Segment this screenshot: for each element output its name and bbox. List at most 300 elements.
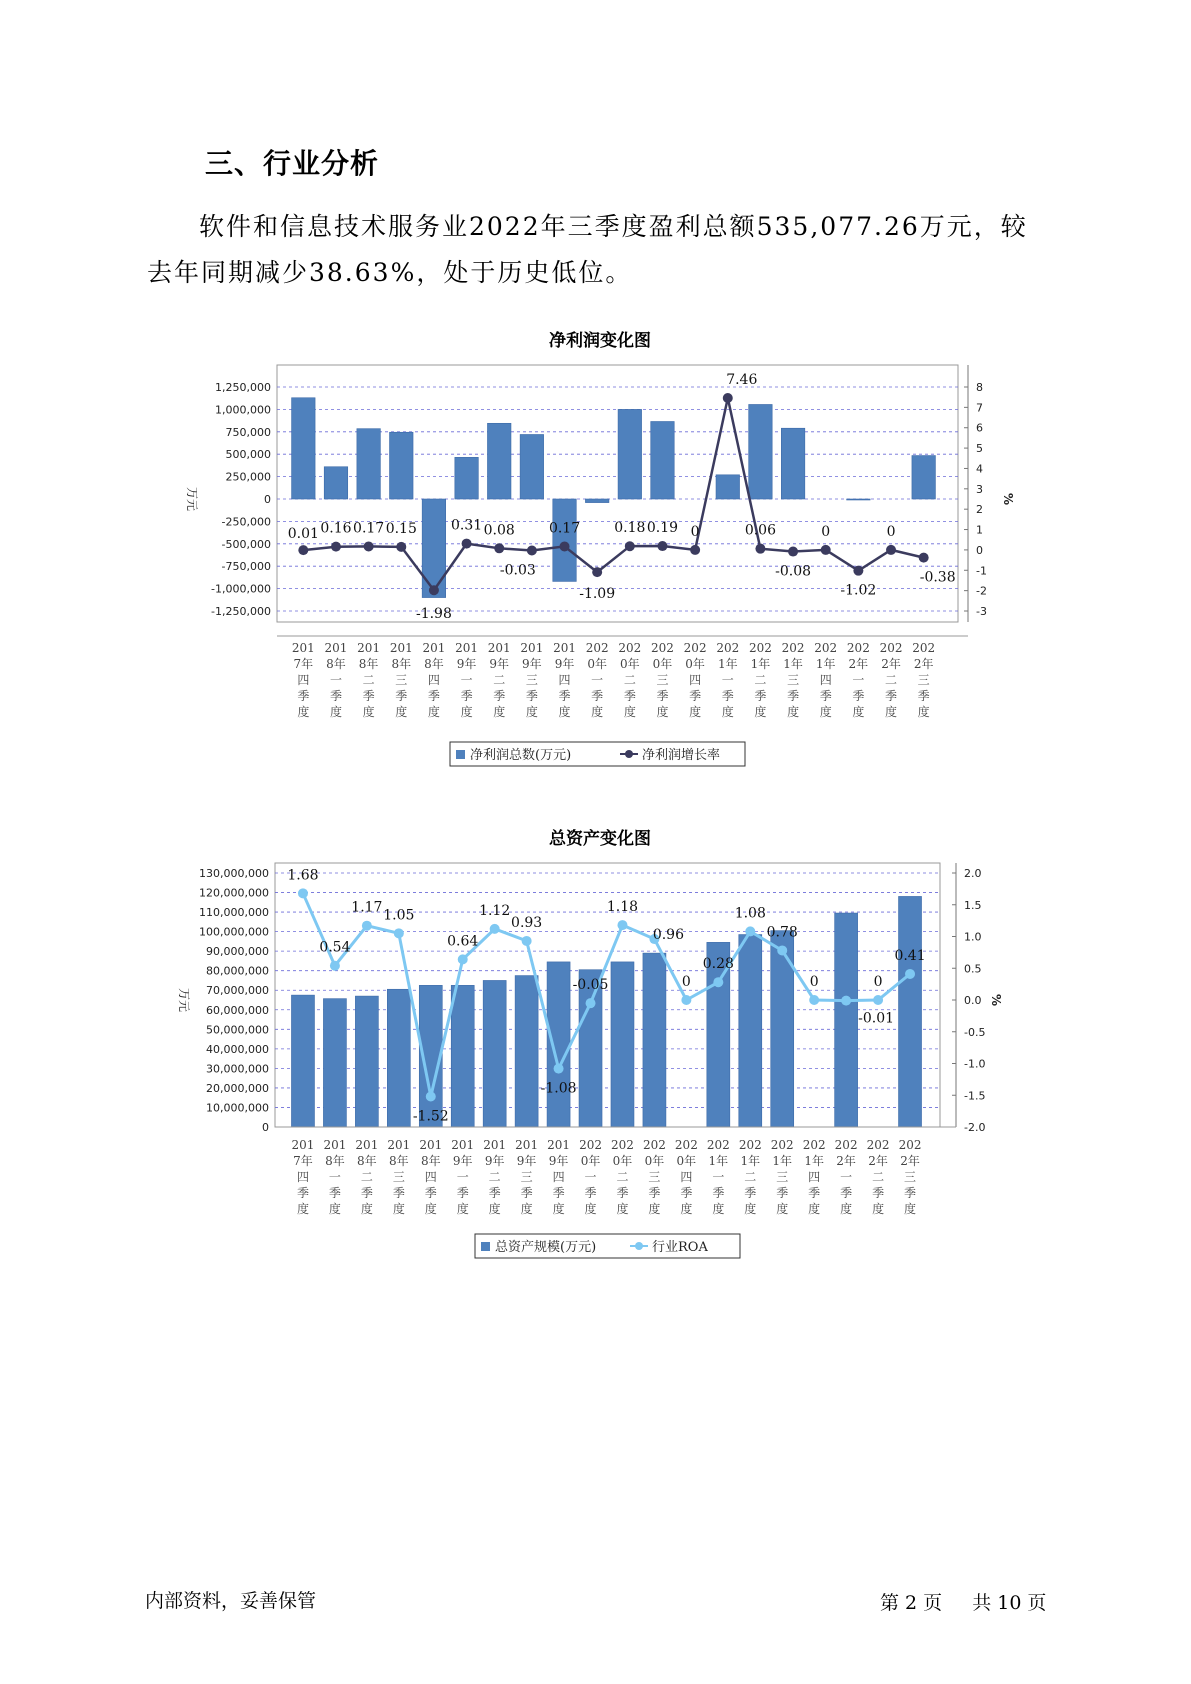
category-label: 二	[493, 673, 506, 687]
category-label: 202	[770, 1138, 794, 1152]
footer-page-unit: 页	[923, 1592, 943, 1614]
point-label: -1.08	[540, 1080, 577, 1097]
category-label: 度	[395, 705, 408, 719]
category-label: 二	[623, 673, 636, 687]
line-point	[713, 977, 723, 987]
point-label: 0.15	[385, 520, 417, 537]
footer-page-number: 2	[905, 1592, 918, 1614]
point-label: 0.78	[766, 924, 798, 941]
bar	[324, 467, 348, 499]
category-label: 度	[362, 705, 375, 719]
point-label: 1.68	[287, 867, 319, 884]
bar	[515, 976, 538, 1127]
point-label: -0.03	[499, 562, 536, 579]
bar	[651, 421, 675, 499]
point-label: 0.01	[287, 526, 319, 543]
category-label: 度	[917, 705, 930, 719]
point-label: 0.31	[450, 517, 483, 534]
category-label: 1年	[717, 657, 738, 671]
line-point	[873, 995, 883, 1005]
category-label: 9年	[456, 657, 477, 671]
category-label: 度	[616, 1202, 629, 1216]
category-label: 三	[776, 1170, 789, 1184]
left-tick-label: 50,000,000	[206, 1023, 269, 1037]
point-label: -0.01	[858, 1010, 895, 1027]
category-label: 季	[297, 689, 310, 703]
point-label: 0.93	[511, 914, 543, 931]
category-label: 季	[808, 1186, 821, 1200]
footer-note: 内部资料，妥善保管	[145, 1590, 317, 1612]
legend-line-marker	[625, 750, 633, 758]
point-label: 0.06	[744, 522, 777, 539]
section-paragraph	[147, 204, 1047, 296]
right-tick-label: 7	[976, 401, 983, 415]
legend-bar-swatch	[456, 750, 465, 759]
point-label: 0.16	[320, 520, 352, 537]
category-label: 度	[329, 705, 342, 719]
category-label: 202	[585, 641, 609, 655]
category-label: 202	[748, 641, 772, 655]
left-tick-label: 10,000,000	[206, 1101, 269, 1115]
category-label: 度	[712, 1202, 725, 1216]
category-label: 四	[424, 1170, 437, 1184]
bar	[899, 896, 922, 1127]
category-label: 1年	[772, 1154, 793, 1168]
category-label: 9年	[554, 657, 575, 671]
net-profit-chart	[160, 360, 1040, 780]
category-label: 201	[291, 641, 315, 655]
category-label: 二	[744, 1170, 757, 1184]
line-point	[625, 541, 635, 551]
category-label: 季	[616, 1186, 629, 1200]
category-label: 202	[706, 1138, 730, 1152]
category-label: 201	[355, 1138, 379, 1152]
category-label: 0年	[676, 1154, 697, 1168]
category-label: 四	[819, 673, 832, 687]
line-point	[788, 547, 798, 557]
point-label: 0.54	[319, 939, 351, 956]
category-label: 201	[483, 1138, 507, 1152]
category-label: 季	[917, 689, 930, 703]
footer-page-info	[880, 1588, 1052, 1615]
category-label: 1年	[740, 1154, 761, 1168]
category-label: 季	[520, 1186, 533, 1200]
line-point	[777, 945, 787, 955]
right-tick-label: 6	[976, 421, 983, 435]
right-tick-label: 0.0	[964, 994, 982, 1007]
right-tick-label: 8	[976, 381, 983, 394]
category-label: 201	[387, 1138, 411, 1152]
category-label: 度	[656, 705, 669, 719]
category-label: 二	[362, 673, 375, 687]
bar	[483, 980, 506, 1127]
left-tick-label: 120,000,000	[199, 886, 269, 900]
category-label: 度	[493, 705, 506, 719]
category-label: 度	[525, 705, 538, 719]
line-point	[298, 545, 308, 555]
category-label: 度	[787, 705, 800, 719]
right-tick-label: 2.0	[964, 867, 982, 880]
right-tick-label: 0.5	[964, 962, 982, 976]
left-tick-label: -500,000	[221, 537, 271, 551]
category-label: 季	[712, 1186, 725, 1200]
right-tick-label: -1.5	[964, 1089, 986, 1103]
category-label: 度	[680, 1202, 693, 1216]
category-label: 201	[553, 641, 576, 655]
category-label: 8年	[325, 1154, 345, 1168]
category-label: 度	[297, 705, 310, 719]
category-label: 三	[520, 1170, 533, 1184]
category-label: 8年	[357, 1154, 377, 1168]
category-label: 0年	[685, 657, 705, 671]
left-axis-title: 万元	[185, 486, 199, 512]
bar	[771, 931, 794, 1127]
category-label: 1年	[815, 657, 836, 671]
category-label: 8年	[424, 657, 444, 671]
category-label: 四	[808, 1170, 821, 1184]
line-point	[809, 995, 819, 1005]
bar	[611, 962, 634, 1127]
legend-bar-label: 总资产规模(万元)	[495, 1240, 597, 1255]
category-label: 度	[819, 705, 832, 719]
line-point	[617, 920, 627, 930]
bar	[579, 970, 602, 1127]
category-label: 7年	[293, 1154, 313, 1168]
category-label: 202	[579, 1138, 602, 1152]
category-label: 8年	[358, 657, 379, 671]
category-label: 度	[872, 1202, 885, 1216]
category-label: 季	[776, 1186, 789, 1200]
category-label: 201	[422, 641, 446, 655]
category-label: 0年	[652, 657, 673, 671]
point-label: 7.46	[726, 371, 758, 388]
chart1-title: 净利润变化图	[549, 331, 651, 351]
category-label: 二	[885, 673, 898, 687]
left-tick-label: 1,000,000	[215, 403, 271, 417]
bar	[716, 475, 740, 499]
category-label: 度	[424, 1202, 437, 1216]
category-label: 四	[552, 1170, 565, 1184]
category-label: 三	[648, 1170, 661, 1184]
line-point	[362, 921, 372, 931]
category-label: 季	[840, 1186, 853, 1200]
category-label: 三	[392, 1170, 405, 1184]
category-label: 季	[591, 689, 604, 703]
category-label: 四	[689, 673, 702, 687]
right-tick-label: 5	[976, 442, 983, 456]
footer-total-pages: 10	[997, 1592, 1022, 1614]
category-label: 季	[904, 1186, 917, 1200]
category-label: 9年	[489, 657, 510, 671]
category-label: 三	[656, 673, 669, 687]
section-heading: 三、行业分析	[205, 147, 380, 180]
category-label: 三	[904, 1170, 917, 1184]
category-label: 9年	[522, 657, 542, 671]
category-label: 7年	[293, 657, 314, 671]
category-label: 季	[885, 689, 898, 703]
left-tick-label: -750,000	[221, 560, 271, 574]
category-label: 三	[525, 673, 538, 687]
category-label: 季	[852, 689, 865, 703]
category-label: 2年	[913, 657, 934, 671]
category-label: 三	[917, 673, 930, 687]
category-label: 度	[456, 1202, 469, 1216]
line-point	[723, 393, 733, 403]
line-point	[429, 585, 439, 595]
category-label: 季	[392, 1186, 405, 1200]
category-label: 度	[648, 1202, 661, 1216]
line-point	[681, 995, 691, 1005]
left-tick-label: 80,000,000	[206, 964, 269, 978]
line-point	[853, 566, 863, 576]
category-label: 度	[392, 1202, 405, 1216]
left-tick-label: 0	[262, 1121, 269, 1134]
line-point	[458, 954, 468, 964]
category-label: 9年	[452, 1154, 473, 1168]
category-label: 季	[819, 689, 832, 703]
line-point	[755, 544, 765, 554]
category-label: 2年	[836, 1154, 856, 1168]
bar	[912, 456, 936, 499]
category-label: 四	[427, 673, 440, 687]
category-label: 季	[460, 689, 473, 703]
category-label: 度	[296, 1202, 309, 1216]
section-paragraph-text: 软件和信息技术服务业2022年三季度盈利总额535,077.26万元，较去年同期减少38.63%，处于历史低位。	[147, 212, 1028, 287]
category-label: 202	[802, 1138, 826, 1152]
left-tick-label: -250,000	[221, 515, 271, 529]
left-tick-label: 250,000	[225, 470, 271, 484]
category-label: 度	[840, 1202, 853, 1216]
right-axis-title: %	[1001, 492, 1015, 506]
category-label: 201	[547, 1138, 571, 1152]
point-label: -0.08	[775, 563, 812, 580]
category-label: 季	[552, 1186, 565, 1200]
legend	[450, 742, 745, 766]
bar	[547, 962, 570, 1127]
bar	[292, 398, 316, 499]
category-label: 季	[427, 689, 440, 703]
legend-line-label: 行业ROA	[652, 1240, 708, 1255]
line-point	[657, 541, 667, 551]
line-point	[490, 924, 500, 934]
category-label: 季	[584, 1186, 597, 1200]
line-point	[298, 888, 308, 898]
category-label: 9年	[484, 1154, 505, 1168]
category-label: 8年	[420, 1154, 441, 1168]
left-tick-label: 90,000,000	[206, 945, 269, 959]
category-label: 1年	[750, 657, 771, 671]
category-label: 四	[296, 1170, 309, 1184]
category-label: 度	[721, 705, 734, 719]
category-label: 度	[584, 1202, 597, 1216]
right-tick-label: -2	[976, 584, 987, 598]
category-label: 季	[424, 1186, 437, 1200]
category-label: 一	[456, 1170, 469, 1184]
left-tick-label: 30,000,000	[206, 1062, 269, 1076]
category-label: 9年	[516, 1154, 537, 1168]
bar	[422, 499, 446, 598]
category-label: 9年	[548, 1154, 569, 1168]
bar	[355, 996, 378, 1127]
right-tick-label: -3	[976, 605, 987, 618]
category-label: 202	[642, 1138, 666, 1152]
right-tick-label: -1	[976, 564, 987, 578]
point-label: 1.05	[383, 907, 415, 924]
legend-bar-label: 净利润总数(万元)	[470, 748, 572, 763]
category-label: 202	[716, 641, 740, 655]
category-label: 201	[487, 641, 511, 655]
category-label: 季	[493, 689, 506, 703]
bar	[487, 423, 511, 499]
point-label: -1.98	[415, 606, 452, 623]
left-tick-label: 100,000,000	[199, 925, 269, 939]
category-label: 季	[558, 689, 571, 703]
category-label: 度	[360, 1202, 373, 1216]
point-label: 0	[681, 974, 691, 990]
category-label: 度	[591, 705, 604, 719]
category-label: 202	[611, 1138, 634, 1152]
category-label: 202	[674, 1138, 698, 1152]
category-label: 度	[776, 1202, 789, 1216]
category-label: 202	[866, 1138, 890, 1152]
point-label: 0	[873, 974, 883, 990]
left-tick-label: 1,250,000	[215, 381, 271, 394]
bar	[520, 434, 544, 499]
line-point	[745, 926, 755, 936]
line-point	[586, 998, 596, 1008]
category-label: 201	[455, 641, 479, 655]
category-label: 季	[395, 689, 408, 703]
point-label: 0.19	[646, 520, 679, 537]
bar	[739, 935, 762, 1127]
line-point	[396, 542, 406, 552]
category-label: 季	[754, 689, 767, 703]
line-point	[522, 936, 532, 946]
category-label: 202	[651, 641, 674, 655]
right-tick-label: -2.0	[964, 1121, 986, 1134]
bar	[357, 429, 381, 499]
left-tick-label: 750,000	[225, 425, 271, 439]
category-label: 三	[787, 673, 800, 687]
category-label: 季	[689, 689, 702, 703]
bar	[643, 953, 666, 1127]
category-label: 一	[852, 673, 865, 687]
category-label: 1年	[804, 1154, 824, 1168]
category-label: 8年	[391, 657, 412, 671]
category-label: 度	[689, 705, 702, 719]
category-label: 度	[488, 1202, 501, 1216]
point-label: 0.96	[652, 927, 685, 944]
point-label: 1.18	[606, 899, 639, 916]
category-label: 季	[656, 689, 669, 703]
bar	[781, 428, 805, 499]
category-label: 0年	[644, 1154, 665, 1168]
point-label: -0.38	[919, 569, 956, 586]
category-label: 201	[323, 1138, 347, 1152]
point-label: 1.17	[351, 899, 383, 916]
category-label: 度	[558, 705, 571, 719]
point-label: 1.12	[479, 902, 511, 919]
category-label: 度	[744, 1202, 757, 1216]
category-label: 四	[680, 1170, 693, 1184]
category-label: 2年	[868, 1154, 888, 1168]
category-label: 二	[616, 1170, 629, 1184]
category-label: 度	[552, 1202, 565, 1216]
bar	[291, 995, 314, 1127]
category-label: 季	[787, 689, 800, 703]
category-label: 202	[618, 641, 642, 655]
category-label: 季	[623, 689, 636, 703]
right-tick-label: -0.5	[964, 1025, 986, 1039]
line-point	[330, 961, 340, 971]
line-point	[494, 543, 504, 553]
category-label: 季	[328, 1186, 341, 1200]
category-label: 季	[329, 689, 342, 703]
point-label: 0.17	[353, 520, 385, 537]
point-label: 1.08	[734, 905, 766, 922]
category-label: 度	[427, 705, 440, 719]
category-label: 四	[558, 673, 571, 687]
category-label: 一	[712, 1170, 725, 1184]
category-label: 2年	[900, 1154, 920, 1168]
category-label: 度	[623, 705, 636, 719]
category-label: 一	[584, 1170, 597, 1184]
category-label: 一	[328, 1170, 341, 1184]
category-label: 二	[754, 673, 767, 687]
category-label: 四	[297, 673, 310, 687]
category-label: 二	[872, 1170, 885, 1184]
left-tick-label: -1,250,000	[211, 605, 271, 618]
category-label: 一	[721, 673, 734, 687]
bar	[387, 989, 410, 1127]
line-point	[364, 541, 374, 551]
left-tick-label: -1,000,000	[211, 582, 271, 596]
footer-page-prefix: 第	[880, 1592, 900, 1614]
category-label: 202	[846, 641, 870, 655]
point-label: 0	[690, 523, 700, 540]
left-axis-title: 万元	[177, 987, 191, 1013]
left-tick-label: 130,000,000	[199, 867, 269, 880]
category-label: 201	[520, 641, 544, 655]
right-tick-label: 4	[976, 462, 983, 476]
bar	[323, 999, 346, 1127]
category-label: 2年	[848, 657, 869, 671]
footer-total-prefix: 共	[972, 1592, 992, 1614]
right-axis-title: %	[989, 993, 1003, 1007]
category-label: 201	[451, 1138, 475, 1152]
right-tick-label: 2	[976, 503, 983, 517]
line-point	[690, 545, 700, 555]
point-label: -1.52	[412, 1108, 449, 1125]
category-label: 一	[840, 1170, 853, 1184]
bar	[618, 409, 642, 499]
bar	[455, 457, 479, 499]
category-label: 度	[808, 1202, 821, 1216]
bar	[835, 913, 858, 1127]
category-label: 0年	[620, 657, 640, 671]
legend-bar-swatch	[481, 1242, 490, 1251]
category-label: 2年	[881, 657, 901, 671]
category-label: 季	[362, 689, 375, 703]
category-label: 202	[814, 641, 838, 655]
line-point	[841, 996, 851, 1006]
total-assets-chart	[160, 858, 1040, 1278]
category-label: 202	[781, 641, 805, 655]
category-label: 0年	[612, 1154, 633, 1168]
category-label: 二	[488, 1170, 501, 1184]
category-label: 季	[456, 1186, 469, 1200]
category-label: 三	[395, 673, 408, 687]
